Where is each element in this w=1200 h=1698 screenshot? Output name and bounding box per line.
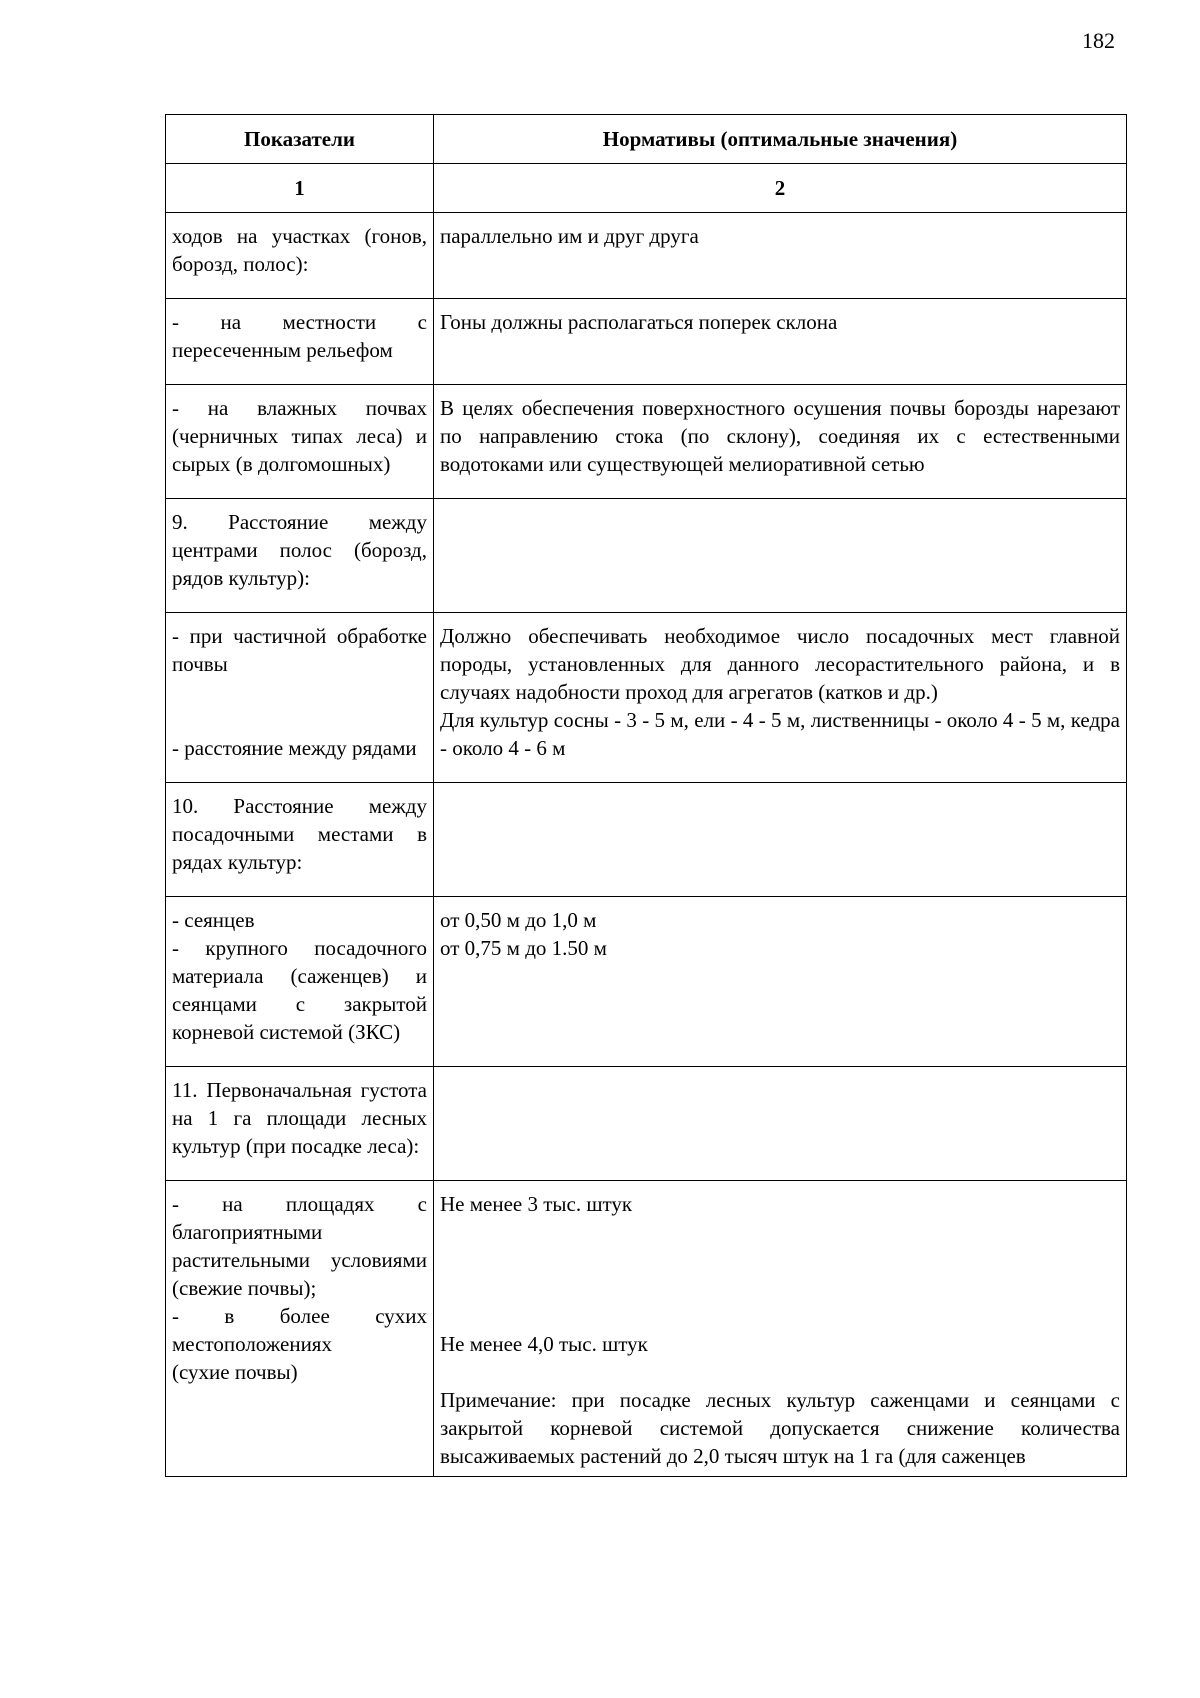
column-number-1: 1	[166, 164, 434, 213]
row-norm: параллельно им и друг друга	[434, 213, 1127, 299]
row-indicator: 9. Расстояние между центрами полос (борозд, рядов культур):	[166, 499, 434, 613]
row-indicator-part: (сухие почвы)	[172, 1360, 298, 1384]
table-numbering-row	[166, 164, 1127, 213]
table-header-row	[166, 115, 1127, 164]
row-spacer	[440, 1302, 1120, 1330]
row-spacer	[440, 1218, 1120, 1246]
row-norm-part: Для культур сосны - 3 - 5 м, ели - 4 - 5 м, лиственницы - около 4 - 5 м, кедра - около 4 - 6 м	[440, 708, 1120, 760]
row-indicator: 11. Первоначальная густота на 1 га площади лесных культур (при посадке леса):	[166, 1067, 434, 1181]
row-spacer	[172, 678, 427, 706]
row-indicator	[166, 613, 434, 783]
table-row	[166, 783, 1127, 897]
row-indicator	[166, 1181, 434, 1477]
table-row	[166, 385, 1127, 499]
row-norm-part: Не менее 3 тыс. штук	[440, 1192, 633, 1216]
row-norm-part: Не менее 4,0 тыс. штук	[440, 1332, 648, 1356]
row-indicator-part: - на площадях с благоприятными растительными условиями (свежие почвы);	[172, 1192, 427, 1300]
row-norm	[434, 1067, 1127, 1181]
table-row	[166, 499, 1127, 613]
page-number: 182	[1082, 28, 1115, 53]
row-indicator-part: - расстояние между рядами	[172, 736, 417, 760]
row-norm-part: от 0,75 м до 1.50 м	[440, 936, 607, 960]
table-row	[166, 1181, 1127, 1477]
row-indicator: - на местности с пересеченным рельефом	[166, 299, 434, 385]
norms-table	[165, 114, 1127, 1477]
row-spacer	[172, 706, 427, 734]
table-row	[166, 897, 1127, 1067]
header-norms: Нормативы (оптимальные значения)	[434, 115, 1127, 164]
row-indicator: 10. Расстояние между посадочными местами в рядах культур:	[166, 783, 434, 897]
row-indicator: ходов на участках (гонов, борозд, полос):	[166, 213, 434, 299]
row-norm-part: от 0,50 м до 1,0 м	[440, 908, 597, 932]
row-norm: В целях обеспечения поверхностного осушения почвы борозды нарезают по направлению стока (по склону), соединяя их с естественными водотоками или существующей мелиоративной сетью	[434, 385, 1127, 499]
row-indicator-part: - в более сухих местоположениях	[172, 1304, 427, 1356]
table-row	[166, 1067, 1127, 1181]
row-indicator	[166, 897, 434, 1067]
row-indicator: - на влажных почвах (черничных типах леса) и сырых (в долгомошных)	[166, 385, 434, 499]
row-spacer	[440, 1274, 1120, 1302]
row-spacer	[440, 1358, 1120, 1386]
row-norm	[434, 897, 1127, 1067]
row-norm-part: Должно обеспечивать необходимое число посадочных мест главной породы, установленных для данного лесорастительного района, и в случаях надобности проход для агрегатов (катков и др.)	[440, 624, 1120, 704]
row-norm: Гоны должны располагаться поперек склона	[434, 299, 1127, 385]
column-number-2: 2	[434, 164, 1127, 213]
row-indicator-part: - сеянцев	[172, 908, 255, 932]
row-norm	[434, 1181, 1127, 1477]
row-norm	[434, 783, 1127, 897]
row-norm	[434, 613, 1127, 783]
header-indicators: Показатели	[166, 115, 434, 164]
table-row	[166, 613, 1127, 783]
row-spacer	[440, 1246, 1120, 1274]
row-indicator-part: - крупного посадочного материала (саженцев) и сеянцами с закрытой корневой системой (ЗКС)	[172, 936, 427, 1044]
row-note: Примечание: при посадке лесных культур саженцами и сеянцами с закрытой корневой системой допускается снижение количества высаживаемых растений до 2,0 тысяч штук на 1 га (для саженцев	[440, 1388, 1120, 1468]
table-row	[166, 213, 1127, 299]
table-row	[166, 299, 1127, 385]
row-norm	[434, 499, 1127, 613]
row-indicator-part: - при частичной обработке почвы	[172, 624, 427, 676]
